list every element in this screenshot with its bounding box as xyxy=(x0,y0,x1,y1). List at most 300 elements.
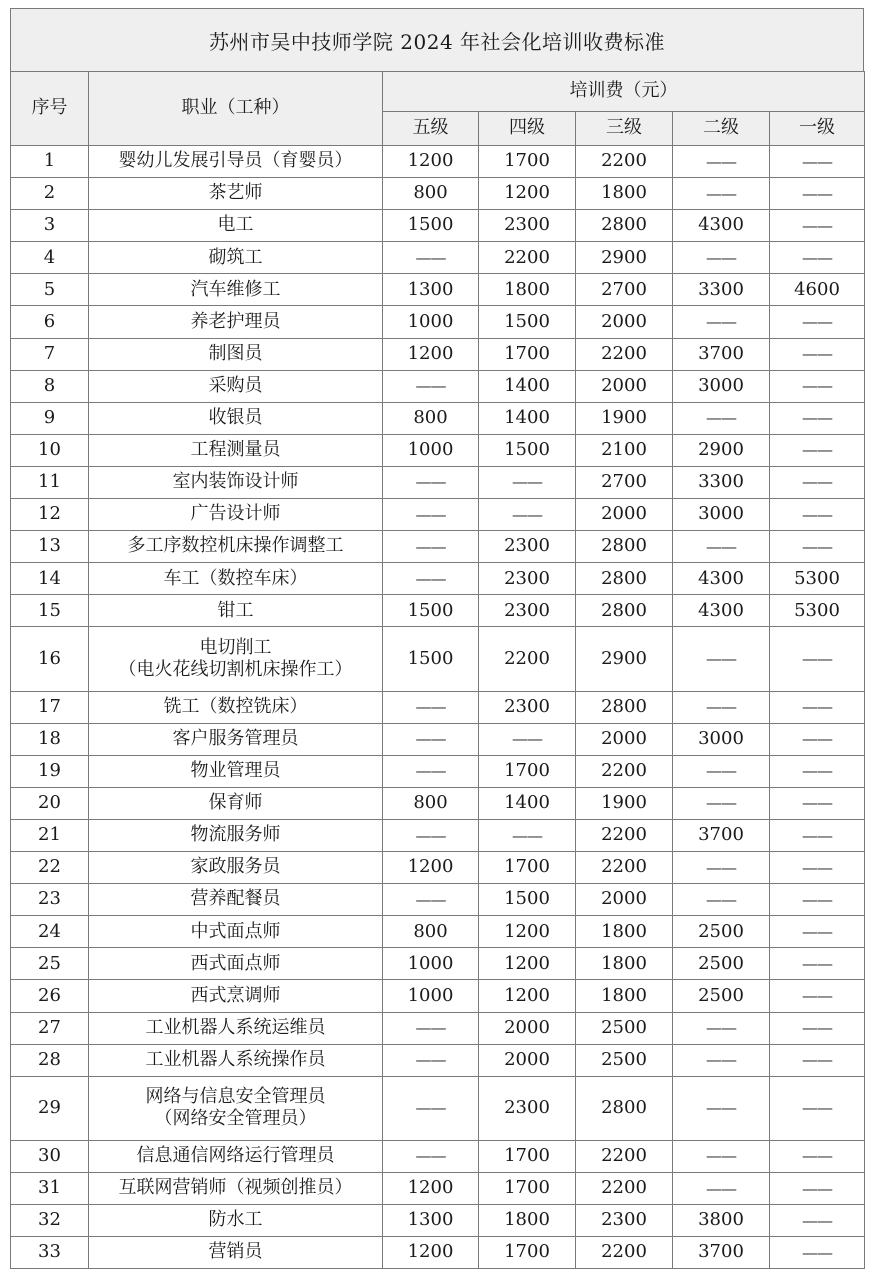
fee-level-1: —— xyxy=(770,1140,865,1172)
job-name xyxy=(89,402,383,434)
job-name xyxy=(89,755,383,787)
fee-level-4: 1400 xyxy=(479,402,576,434)
fee-level-5: 1200 xyxy=(383,852,479,884)
fee-level-2: 2900 xyxy=(673,434,770,466)
job-name xyxy=(89,1237,383,1269)
job-name-line: 互联网营销师（视频创推员） xyxy=(118,1177,353,1199)
fee-level-4: 1200 xyxy=(479,178,576,210)
table-row xyxy=(11,755,865,787)
fee-level-3: 2800 xyxy=(576,595,673,627)
fee-level-1: —— xyxy=(770,691,865,723)
fee-level-3: 2000 xyxy=(576,723,673,755)
fee-level-5: 1500 xyxy=(383,210,479,242)
table-row xyxy=(11,884,865,916)
fee-level-1: —— xyxy=(770,499,865,531)
fee-level-3: 2000 xyxy=(576,884,673,916)
fee-level-3: 1900 xyxy=(576,402,673,434)
job-name-line: 信息通信网络运行管理员 xyxy=(136,1145,335,1167)
job-name-line: 工业机器人系统操作员 xyxy=(145,1048,326,1070)
fee-level-5: 1200 xyxy=(383,1173,479,1205)
row-number: 26 xyxy=(11,980,89,1012)
fee-level-5: 1000 xyxy=(383,434,479,466)
table-row xyxy=(11,370,865,402)
table-body xyxy=(11,146,865,1269)
job-name-line: 防水工 xyxy=(208,1209,263,1231)
header-level-3: 三级 xyxy=(576,112,673,146)
job-name-line: 物流服务师 xyxy=(190,824,281,846)
fee-level-2: —— xyxy=(673,852,770,884)
fee-level-5: 1200 xyxy=(383,1237,479,1269)
row-number: 7 xyxy=(11,338,89,370)
job-name xyxy=(89,627,383,691)
row-number: 25 xyxy=(11,948,89,980)
fee-level-3: 2800 xyxy=(576,531,673,563)
row-number: 6 xyxy=(11,306,89,338)
fee-level-5: 1200 xyxy=(383,146,479,178)
fee-level-1: —— xyxy=(770,306,865,338)
job-name xyxy=(89,819,383,851)
job-name-line: 收银员 xyxy=(208,407,263,429)
job-name xyxy=(89,146,383,178)
fee-level-5: —— xyxy=(383,242,479,274)
fee-level-5: —— xyxy=(383,531,479,563)
fee-level-3: 2200 xyxy=(576,1173,673,1205)
job-name-line: 物业管理员 xyxy=(190,760,281,782)
fee-level-2: —— xyxy=(673,1012,770,1044)
row-number: 8 xyxy=(11,370,89,402)
fee-level-5: —— xyxy=(383,1012,479,1044)
fee-level-3: 2300 xyxy=(576,1205,673,1237)
fee-level-4: 1500 xyxy=(479,306,576,338)
job-name xyxy=(89,178,383,210)
table-row xyxy=(11,1140,865,1172)
fee-level-4: 2300 xyxy=(479,210,576,242)
fee-level-1: —— xyxy=(770,531,865,563)
fee-level-4: 2300 xyxy=(479,595,576,627)
job-name-line: 网络与信息安全管理员 xyxy=(145,1085,326,1107)
fee-level-3: 1800 xyxy=(576,948,673,980)
fee-level-5: 800 xyxy=(383,178,479,210)
job-name xyxy=(89,434,383,466)
fee-level-5: —— xyxy=(383,466,479,498)
job-name xyxy=(89,595,383,627)
fee-level-2: 2500 xyxy=(673,980,770,1012)
table-row xyxy=(11,338,865,370)
table-row xyxy=(11,1173,865,1205)
fee-level-1: —— xyxy=(770,1044,865,1076)
fee-level-2: —— xyxy=(673,178,770,210)
job-name-line: （电火花线切割机床操作工） xyxy=(118,659,353,680)
job-name-line: 保育师 xyxy=(208,792,263,814)
fee-level-5: —— xyxy=(383,1140,479,1172)
row-number: 11 xyxy=(11,466,89,498)
job-name xyxy=(89,210,383,242)
fee-level-4: 1700 xyxy=(479,146,576,178)
job-name-line: 中式面点师 xyxy=(190,920,281,942)
fee-level-1: 5300 xyxy=(770,595,865,627)
fee-level-1: —— xyxy=(770,627,865,691)
row-number: 31 xyxy=(11,1173,89,1205)
row-number: 22 xyxy=(11,852,89,884)
header-level-2: 二级 xyxy=(673,112,770,146)
fee-level-1: —— xyxy=(770,916,865,948)
fee-level-4: —— xyxy=(479,466,576,498)
table-row xyxy=(11,916,865,948)
fee-level-3: 2000 xyxy=(576,370,673,402)
job-name xyxy=(89,563,383,595)
fee-level-5: 1200 xyxy=(383,338,479,370)
job-name-line: 养老护理员 xyxy=(190,310,281,332)
fee-level-2: 4300 xyxy=(673,563,770,595)
row-number: 20 xyxy=(11,787,89,819)
fee-level-2: 3000 xyxy=(673,370,770,402)
fee-level-2: 2500 xyxy=(673,948,770,980)
job-name xyxy=(89,884,383,916)
table-row xyxy=(11,210,865,242)
fee-level-5: —— xyxy=(383,755,479,787)
row-number: 19 xyxy=(11,755,89,787)
job-name xyxy=(89,274,383,306)
fee-level-1: —— xyxy=(770,948,865,980)
row-number: 16 xyxy=(11,627,89,691)
fee-level-5: —— xyxy=(383,691,479,723)
job-name-line: 工业机器人系统运维员 xyxy=(145,1016,326,1038)
fee-level-4: 1400 xyxy=(479,787,576,819)
job-name xyxy=(89,691,383,723)
fee-level-1: —— xyxy=(770,852,865,884)
fee-level-5: 1000 xyxy=(383,306,479,338)
header-fee: 培训费（元） xyxy=(383,72,865,112)
fee-level-4: —— xyxy=(479,819,576,851)
fee-level-3: 2500 xyxy=(576,1044,673,1076)
job-name xyxy=(89,723,383,755)
fee-level-5: —— xyxy=(383,499,479,531)
fee-level-2: 3300 xyxy=(673,274,770,306)
job-name xyxy=(89,1205,383,1237)
fee-level-1: —— xyxy=(770,434,865,466)
fee-level-5: 1000 xyxy=(383,948,479,980)
fee-level-4: 1400 xyxy=(479,370,576,402)
table-row xyxy=(11,306,865,338)
fee-level-1: —— xyxy=(770,242,865,274)
fee-level-4: 1700 xyxy=(479,1237,576,1269)
job-name xyxy=(89,338,383,370)
fee-level-1: —— xyxy=(770,146,865,178)
fee-level-2: —— xyxy=(673,1044,770,1076)
job-name xyxy=(89,1076,383,1140)
header-level-5: 五级 xyxy=(383,112,479,146)
fee-level-4: 2200 xyxy=(479,242,576,274)
fee-level-2: —— xyxy=(673,627,770,691)
job-name xyxy=(89,1012,383,1044)
job-name-line: 婴幼儿发展引导员（育婴员） xyxy=(118,150,353,172)
fee-level-4: 2300 xyxy=(479,531,576,563)
fee-level-2: —— xyxy=(673,1173,770,1205)
fee-level-5: 1300 xyxy=(383,274,479,306)
fee-level-3: 2200 xyxy=(576,1237,673,1269)
fee-standard-sheet xyxy=(10,8,864,1274)
job-name-line: 铣工（数控铣床） xyxy=(163,695,308,717)
row-number: 28 xyxy=(11,1044,89,1076)
row-number: 9 xyxy=(11,402,89,434)
fee-level-4: 1700 xyxy=(479,1173,576,1205)
fee-level-3: 1800 xyxy=(576,178,673,210)
job-name-line: 营销员 xyxy=(208,1241,263,1263)
job-name xyxy=(89,466,383,498)
fee-level-5: 800 xyxy=(383,402,479,434)
row-number: 15 xyxy=(11,595,89,627)
table-row xyxy=(11,691,865,723)
fee-level-2: 2500 xyxy=(673,916,770,948)
fee-level-5: 1500 xyxy=(383,595,479,627)
table-row xyxy=(11,242,865,274)
job-name xyxy=(89,370,383,402)
fee-level-3: 2800 xyxy=(576,691,673,723)
fee-level-3: 2200 xyxy=(576,819,673,851)
job-name-line: 营养配餐员 xyxy=(190,888,281,910)
fee-level-5: 800 xyxy=(383,787,479,819)
row-number: 24 xyxy=(11,916,89,948)
job-name-line: 电切削工 xyxy=(199,636,272,658)
row-number: 2 xyxy=(11,178,89,210)
row-number: 12 xyxy=(11,499,89,531)
table-row xyxy=(11,1012,865,1044)
fee-level-4: 1700 xyxy=(479,1140,576,1172)
fee-level-3: 2700 xyxy=(576,274,673,306)
fee-level-4: 1800 xyxy=(479,274,576,306)
job-name xyxy=(89,242,383,274)
table-row xyxy=(11,627,865,691)
fee-level-3: 2500 xyxy=(576,1012,673,1044)
job-name-line: 汽车维修工 xyxy=(190,278,281,300)
fee-level-3: 1800 xyxy=(576,916,673,948)
fee-level-1: —— xyxy=(770,338,865,370)
table-row xyxy=(11,499,865,531)
fee-level-4: 1800 xyxy=(479,1205,576,1237)
page-title: 苏州市吴中技师学院 2024 年社会化培训收费标准 xyxy=(10,8,864,72)
row-number: 10 xyxy=(11,434,89,466)
fee-level-1: —— xyxy=(770,178,865,210)
job-name xyxy=(89,531,383,563)
row-number: 4 xyxy=(11,242,89,274)
fee-level-2: —— xyxy=(673,884,770,916)
job-name-line: 西式面点师 xyxy=(190,952,281,974)
job-name xyxy=(89,306,383,338)
job-name-line: 制图员 xyxy=(208,342,263,364)
fee-level-3: 2200 xyxy=(576,852,673,884)
row-number: 5 xyxy=(11,274,89,306)
job-name-line: 室内装饰设计师 xyxy=(172,471,299,493)
table-row xyxy=(11,1044,865,1076)
fee-level-1: —— xyxy=(770,402,865,434)
fee-level-1: —— xyxy=(770,370,865,402)
job-name-line: 茶艺师 xyxy=(208,182,263,204)
fee-level-1: —— xyxy=(770,210,865,242)
fee-level-3: 1900 xyxy=(576,787,673,819)
fee-level-4: 1200 xyxy=(479,916,576,948)
fee-level-4: 2300 xyxy=(479,1076,576,1140)
fee-table xyxy=(10,71,865,1269)
fee-level-2: 4300 xyxy=(673,595,770,627)
job-name xyxy=(89,499,383,531)
row-number: 21 xyxy=(11,819,89,851)
fee-level-2: 3700 xyxy=(673,338,770,370)
fee-level-2: 3000 xyxy=(673,723,770,755)
fee-level-2: 3700 xyxy=(673,1237,770,1269)
row-number: 30 xyxy=(11,1140,89,1172)
fee-level-1: —— xyxy=(770,1205,865,1237)
job-name-line: 砌筑工 xyxy=(208,246,263,268)
fee-level-5: —— xyxy=(383,723,479,755)
job-name xyxy=(89,1173,383,1205)
job-name xyxy=(89,787,383,819)
fee-level-1: 5300 xyxy=(770,563,865,595)
fee-level-3: 2700 xyxy=(576,466,673,498)
table-row xyxy=(11,819,865,851)
job-name-line: （网络安全管理员） xyxy=(154,1108,317,1130)
row-number: 17 xyxy=(11,691,89,723)
table-row xyxy=(11,146,865,178)
fee-level-2: 3300 xyxy=(673,466,770,498)
job-name-line: 家政服务员 xyxy=(190,856,281,878)
fee-level-3: 2900 xyxy=(576,627,673,691)
fee-level-4: 1700 xyxy=(479,852,576,884)
table-header xyxy=(11,72,865,146)
job-name-line: 钳工 xyxy=(217,599,254,621)
fee-level-3: 2200 xyxy=(576,755,673,787)
fee-level-3: 2000 xyxy=(576,499,673,531)
job-name xyxy=(89,1140,383,1172)
fee-level-3: 2100 xyxy=(576,434,673,466)
table-row xyxy=(11,466,865,498)
fee-level-5: —— xyxy=(383,1044,479,1076)
fee-level-2: —— xyxy=(673,306,770,338)
job-name xyxy=(89,948,383,980)
fee-level-1: —— xyxy=(770,1012,865,1044)
fee-level-1: —— xyxy=(770,1237,865,1269)
row-number: 13 xyxy=(11,531,89,563)
fee-level-1: —— xyxy=(770,980,865,1012)
fee-level-4: 1500 xyxy=(479,884,576,916)
fee-level-2: —— xyxy=(673,755,770,787)
fee-level-4: 1200 xyxy=(479,980,576,1012)
header-no: 序号 xyxy=(11,72,89,146)
fee-level-1: —— xyxy=(770,723,865,755)
row-number: 3 xyxy=(11,210,89,242)
fee-level-2: —— xyxy=(673,1076,770,1140)
table-row xyxy=(11,178,865,210)
fee-level-1: —— xyxy=(770,466,865,498)
job-name-line: 广告设计师 xyxy=(190,503,281,525)
fee-level-4: 1700 xyxy=(479,338,576,370)
fee-level-3: 2200 xyxy=(576,146,673,178)
job-name-line: 多工序数控机床操作调整工 xyxy=(127,535,344,557)
fee-level-4: 1500 xyxy=(479,434,576,466)
table-row xyxy=(11,948,865,980)
fee-level-5: —— xyxy=(383,819,479,851)
table-row xyxy=(11,1076,865,1140)
row-number: 27 xyxy=(11,1012,89,1044)
fee-level-1: —— xyxy=(770,1173,865,1205)
row-number: 29 xyxy=(11,1076,89,1140)
fee-level-1: —— xyxy=(770,755,865,787)
job-name xyxy=(89,852,383,884)
fee-level-2: —— xyxy=(673,691,770,723)
job-name xyxy=(89,980,383,1012)
table-row xyxy=(11,723,865,755)
fee-level-3: 2800 xyxy=(576,563,673,595)
job-name-line: 工程测量员 xyxy=(190,439,281,461)
fee-level-4: 2200 xyxy=(479,627,576,691)
fee-level-5: 1000 xyxy=(383,980,479,1012)
table-row xyxy=(11,1205,865,1237)
fee-level-4: 2000 xyxy=(479,1044,576,1076)
table-row xyxy=(11,852,865,884)
fee-level-2: —— xyxy=(673,787,770,819)
table-row xyxy=(11,980,865,1012)
fee-level-4: 2300 xyxy=(479,691,576,723)
job-name-line: 西式烹调师 xyxy=(190,984,281,1006)
fee-level-2: 4300 xyxy=(673,210,770,242)
row-number: 14 xyxy=(11,563,89,595)
fee-level-5: 1500 xyxy=(383,627,479,691)
fee-level-5: —— xyxy=(383,884,479,916)
fee-level-2: —— xyxy=(673,146,770,178)
fee-level-2: —— xyxy=(673,531,770,563)
job-name-line: 客户服务管理员 xyxy=(172,727,299,749)
fee-level-2: —— xyxy=(673,242,770,274)
job-name-line: 电工 xyxy=(217,214,254,236)
table-row xyxy=(11,563,865,595)
fee-level-5: 800 xyxy=(383,916,479,948)
fee-level-4: 1700 xyxy=(479,755,576,787)
fee-level-2: —— xyxy=(673,402,770,434)
fee-level-4: —— xyxy=(479,723,576,755)
fee-level-3: 1800 xyxy=(576,980,673,1012)
fee-level-5: —— xyxy=(383,370,479,402)
table-row xyxy=(11,787,865,819)
table-row xyxy=(11,274,865,306)
table-row xyxy=(11,402,865,434)
fee-level-3: 2800 xyxy=(576,210,673,242)
table-row xyxy=(11,434,865,466)
row-number: 33 xyxy=(11,1237,89,1269)
fee-level-2: 3700 xyxy=(673,819,770,851)
fee-level-3: 2000 xyxy=(576,306,673,338)
fee-level-3: 2900 xyxy=(576,242,673,274)
fee-level-5: —— xyxy=(383,563,479,595)
header-job: 职业（工种） xyxy=(89,72,383,146)
fee-level-4: 2300 xyxy=(479,563,576,595)
job-name-line: 采购员 xyxy=(208,374,263,396)
fee-level-4: —— xyxy=(479,499,576,531)
fee-level-3: 2800 xyxy=(576,1076,673,1140)
fee-level-4: 1200 xyxy=(479,948,576,980)
row-number: 18 xyxy=(11,723,89,755)
fee-level-3: 2200 xyxy=(576,1140,673,1172)
fee-level-2: 3800 xyxy=(673,1205,770,1237)
table-row xyxy=(11,531,865,563)
job-name xyxy=(89,916,383,948)
fee-level-2: 3000 xyxy=(673,499,770,531)
fee-level-3: 2200 xyxy=(576,338,673,370)
row-number: 1 xyxy=(11,146,89,178)
fee-level-1: —— xyxy=(770,884,865,916)
fee-level-5: —— xyxy=(383,1076,479,1140)
table-row xyxy=(11,595,865,627)
row-number: 23 xyxy=(11,884,89,916)
fee-level-1: —— xyxy=(770,1076,865,1140)
